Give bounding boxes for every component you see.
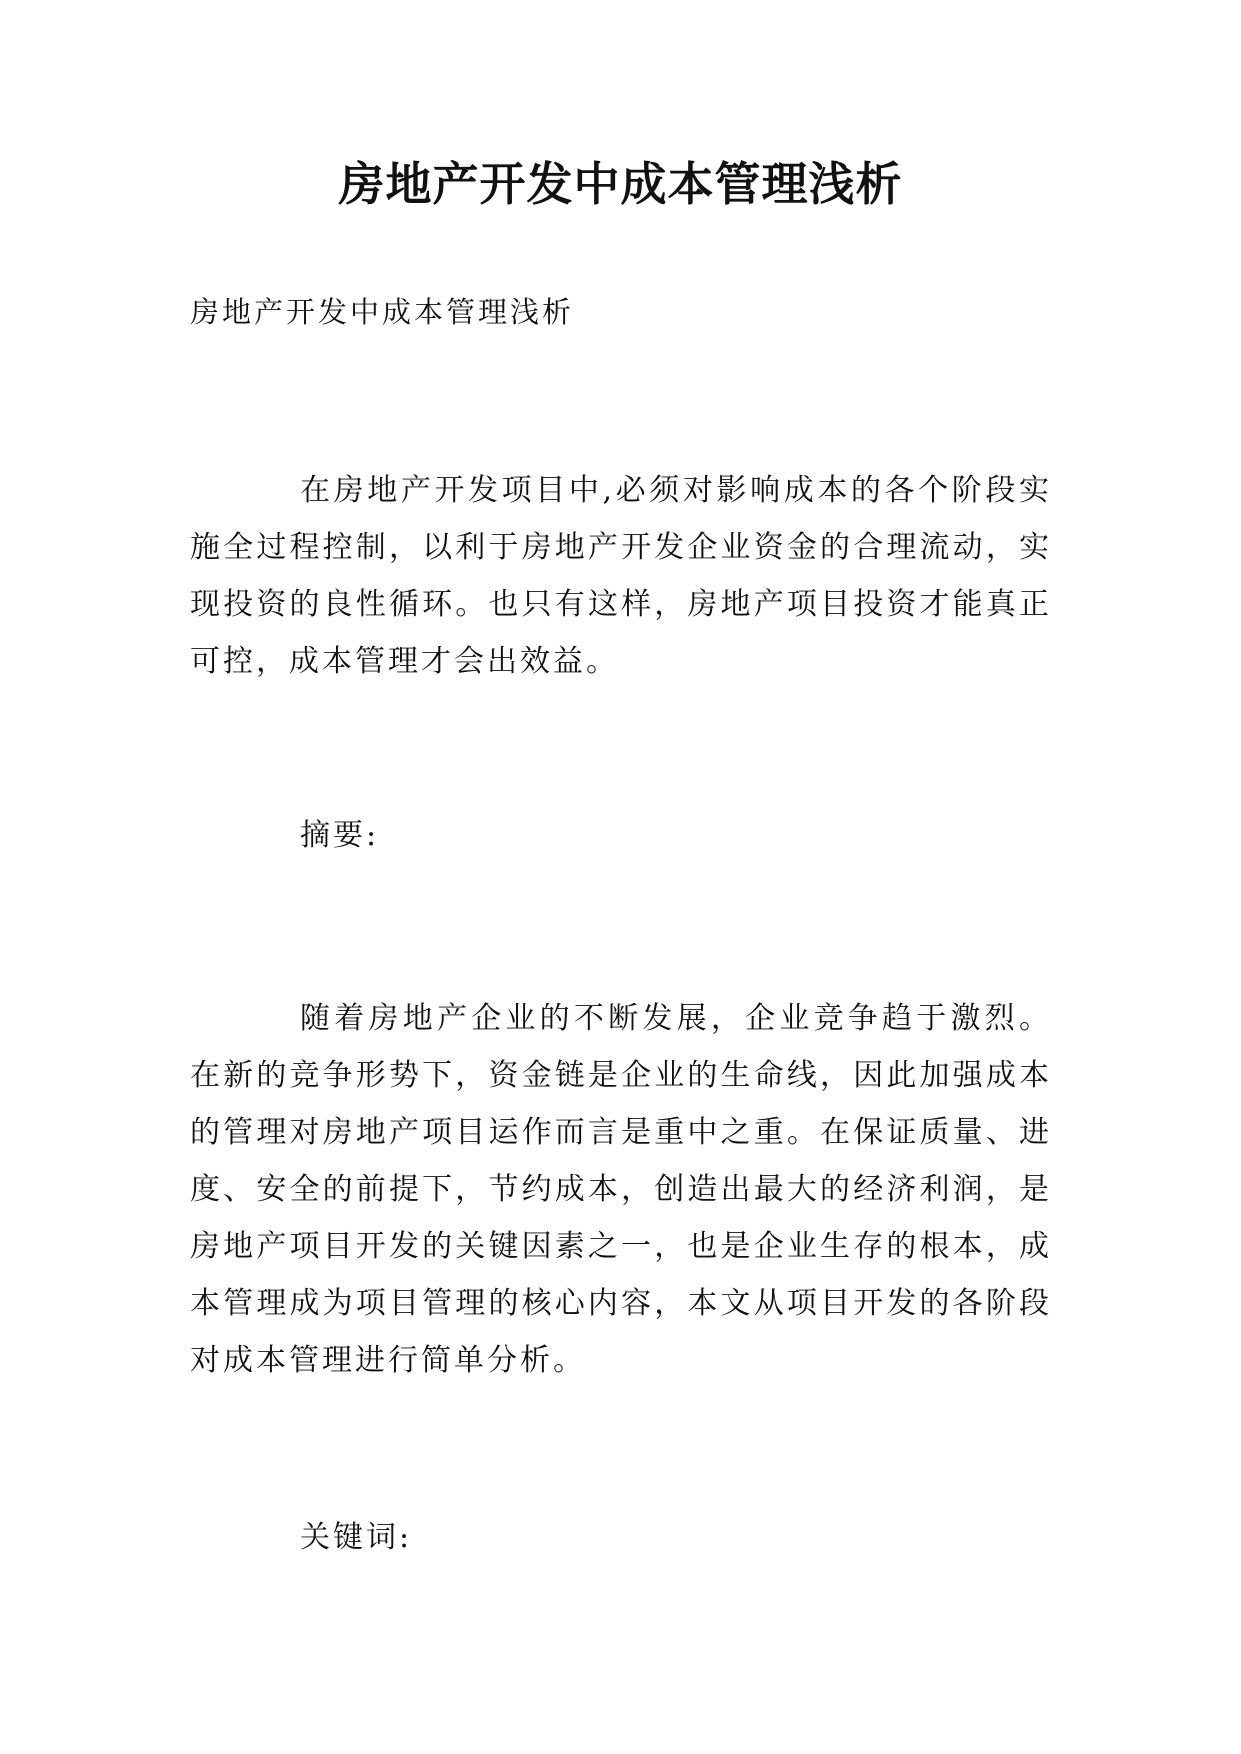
intro-paragraph: 在房地产开发项目中,必须对影响成本的各个阶段实施全过程控制，以利于房地产开发企业资金的合理流动，实现投资的良性循环。也只有这样，房地产项目投资才能真正可控，成本管理才会出效益。 — [190, 473, 1052, 679]
abstract-paragraph: 随着房地产企业的不断发展，企业竞争趋于激烈。在新的竞争形势下，资金链是企业的生命线，因此加强成本的管理对房地产项目运作而言是重中之重。在保证质量、进度、安全的前提下，节约成本，创造出最大的经济利润，是房地产项目开发的关键因素之一，也是企业生存的根本，成本管理成为项目管理的核心内容，本文从项目开发的各阶段对成本管理进行简单分析。 — [190, 1001, 1052, 1378]
document-subtitle: 房地产开发中成本管理浅析 — [190, 295, 575, 329]
keywords-label: 关键词: — [300, 1520, 413, 1555]
document-title: 房地产开发中成本管理浅析 — [338, 157, 903, 211]
abstract-label: 摘要: — [300, 818, 380, 853]
